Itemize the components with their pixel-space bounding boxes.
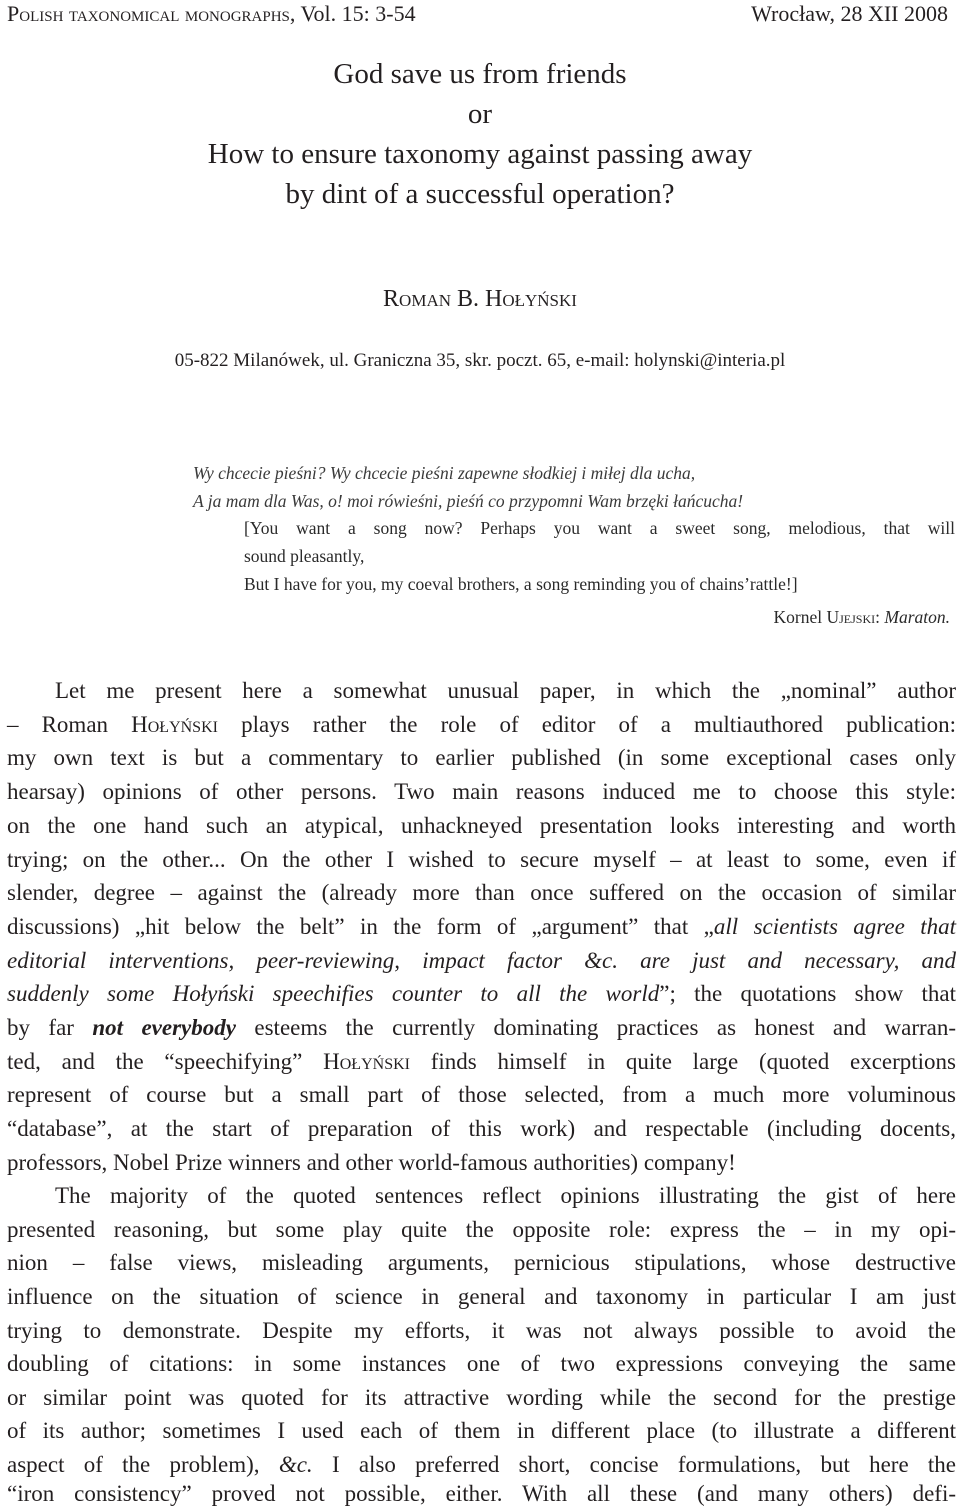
body-italic: suddenly some Hołyński speechifies counter to all the world xyxy=(7,981,660,1006)
attribution-work: Maraton. xyxy=(884,607,950,627)
body-line xyxy=(7,1045,956,1079)
epigraph-translation-line: [You want a song now? Perhaps you want a sweet song, melodious, that will xyxy=(244,518,955,538)
body-fragment: aspect of the problem), xyxy=(7,1452,260,1477)
body-line xyxy=(7,977,956,1011)
body-line: represent of course but a small part of those selected, from a much more voluminous xyxy=(7,1082,956,1107)
epigraph-line: Wy chcecie pieśni? Wy chcecie pieśni zapewne słodkiej i miłej dla ucha, xyxy=(193,463,696,483)
body-line: hearsay) opinions of other persons. Two main reasons induced me to choose this style: xyxy=(7,779,956,804)
body-line: Let me present here a somewhat unusual paper, in which the „nominal” author xyxy=(55,678,956,703)
body-line: trying; on the other... On the other I wished to secure myself – at least to some, even if xyxy=(7,847,956,872)
author-name: Roman B. Hołyński xyxy=(383,286,577,312)
body-line xyxy=(7,708,956,742)
publication-date: Wrocław, 28 XII 2008 xyxy=(751,1,948,26)
emphasis-bold-italic: not everybody xyxy=(92,1015,236,1040)
body-line: editorial interventions, peer-reviewing, impact factor &c. are just and necessary, and xyxy=(7,948,956,973)
epigraph-translation-line: sound pleasantly, xyxy=(244,546,365,566)
title-line: God save us from friends xyxy=(333,58,627,90)
attribution-first-name: Kornel xyxy=(773,607,823,627)
body-line: or similar point was quoted for its attractive wording while the second for the prestige xyxy=(7,1385,956,1410)
title-line: or xyxy=(467,98,493,130)
body-line: nion – false views, misleading arguments, pernicious stipulations, whose destructive xyxy=(7,1250,956,1275)
body-italic: &c. xyxy=(278,1452,313,1477)
body-line: professors, Nobel Prize winners and other world-famous authorities) company! xyxy=(7,1150,736,1175)
body-fragment: I also preferred short, concise formulations, but here the xyxy=(331,1452,957,1477)
epigraph-line: A ja mam dla Was, o! moi rówieśni, pieśń co przypomni Wam brzęki łańcucha! xyxy=(193,491,744,511)
body-line: influence on the situation of science in general and taxonomy in particular I am just xyxy=(7,1284,956,1309)
body-line: “database”, at the start of preparation of this work) and respectable (including docents, xyxy=(7,1116,956,1141)
body-line xyxy=(7,1011,956,1045)
body-line xyxy=(7,910,956,944)
title-line: How to ensure taxonomy against passing away xyxy=(207,138,753,170)
body-line: on the one hand such an atypical, unhackneyed presentation looks interesting and worth xyxy=(7,813,956,838)
body-fragment: ”; the quotations show that xyxy=(659,981,956,1006)
body-line: doubling of citations: in some instances one of two expressions conveying the same xyxy=(7,1351,956,1376)
body-fragment: – Roman xyxy=(7,712,109,737)
author-name-smallcaps: Hołyński xyxy=(323,1049,410,1074)
body-line: my own text is but a commentary to earlier published (in some exceptional cases only xyxy=(7,745,956,770)
attribution-last-name: Ujejski xyxy=(826,607,876,627)
attribution-separator: : xyxy=(875,607,880,627)
author-address: 05-822 Milanówek, ul. Graniczna 35, skr. poczt. 65, e-mail: holynski@interia.pl xyxy=(174,350,786,371)
body-line: trying to demonstrate. Despite my efforts, it was not always possible to avoid the xyxy=(7,1318,956,1343)
body-fragment: plays rather the role of editor of a multiauthored publication: xyxy=(241,712,956,737)
body-fragment: ted, and the “speechifying” xyxy=(7,1049,303,1074)
body-line: presented reasoning, but some play quite the opposite role: express the – in my opi- xyxy=(7,1217,956,1242)
title-line: by dint of a successful operation? xyxy=(285,178,675,210)
body-line: of its author; sometimes I used each of them in different place (to illustrate a different xyxy=(7,1418,956,1443)
body-fragment: esteems the currently dominating practices as honest and warran- xyxy=(254,1015,957,1040)
body-line: “iron consistency” proved not possible, either. With all these (and many others) defi- xyxy=(7,1481,956,1506)
body-line: The majority of the quoted sentences reflect opinions illustrating the gist of here xyxy=(55,1183,956,1208)
body-line: slender, degree – against the (already more than once suffered on the occasion of similar xyxy=(7,880,956,905)
paper-title xyxy=(0,54,960,214)
epigraph-attribution xyxy=(773,603,950,631)
author-name-smallcaps: Hołyński xyxy=(131,712,218,737)
body-fragment: discussions) „hit below the belt” in the form of „argument” that „ xyxy=(7,914,714,939)
body-fragment: finds himself in quite large (quoted excerptions xyxy=(430,1049,957,1074)
epigraph-translation-line: But I have for you, my coeval brothers, a song reminding you of chains’rattle!] xyxy=(244,574,798,594)
body-fragment: by far xyxy=(7,1015,74,1040)
body-italic: all scientists agree that xyxy=(713,914,957,939)
journal-volume: Vol. 15: 3-54 xyxy=(300,1,416,26)
journal-name: Polish taxonomical monographs, xyxy=(7,1,296,26)
journal-header xyxy=(7,0,416,28)
